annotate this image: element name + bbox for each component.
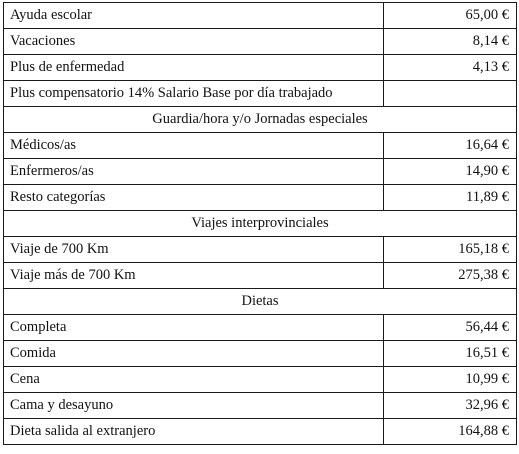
- row-value: 165,18 €: [384, 237, 517, 263]
- row-value: 164,88 €: [384, 419, 517, 445]
- row-value: 4,13 €: [384, 55, 517, 81]
- allowances-table: [3, 2, 517, 445]
- section-header-row: [4, 107, 517, 133]
- table-row: [4, 367, 517, 393]
- row-value: 10,99 €: [384, 367, 517, 393]
- section-header-row: [4, 211, 517, 237]
- section-title: Viajes interprovinciales: [4, 211, 517, 237]
- row-value: 16,51 €: [384, 341, 517, 367]
- row-value: 65,00 €: [384, 3, 517, 29]
- section-title: Dietas: [4, 289, 517, 315]
- table-row: [4, 55, 517, 81]
- section-title: Guardia/hora y/o Jornadas especiales: [4, 107, 517, 133]
- row-label: Cama y desayuno: [4, 393, 384, 419]
- table-row: [4, 341, 517, 367]
- row-label: Viaje de 700 Km: [4, 237, 384, 263]
- table-row: [4, 263, 517, 289]
- row-label: Enfermeros/as: [4, 159, 384, 185]
- row-label: Comida: [4, 341, 384, 367]
- row-value: 11,89 €: [384, 185, 517, 211]
- row-label: Resto categorías: [4, 185, 384, 211]
- row-value: 16,64 €: [384, 133, 517, 159]
- table-row: [4, 29, 517, 55]
- table-row: [4, 159, 517, 185]
- table-row: [4, 419, 517, 445]
- row-value: 32,96 €: [384, 393, 517, 419]
- table-row: [4, 81, 517, 107]
- table-row: [4, 185, 517, 211]
- row-label: Cena: [4, 367, 384, 393]
- row-value: 8,14 €: [384, 29, 517, 55]
- row-label: Completa: [4, 315, 384, 341]
- row-value: 275,38 €: [384, 263, 517, 289]
- row-value: 56,44 €: [384, 315, 517, 341]
- section-header-row: [4, 289, 517, 315]
- row-label: Plus de enfermedad: [4, 55, 384, 81]
- table-row: [4, 3, 517, 29]
- row-label: Ayuda escolar: [4, 3, 384, 29]
- table-row: [4, 133, 517, 159]
- row-value: 14,90 €: [384, 159, 517, 185]
- table-row: [4, 315, 517, 341]
- row-label: Dieta salida al extranjero: [4, 419, 384, 445]
- row-label: Médicos/as: [4, 133, 384, 159]
- table-row: [4, 237, 517, 263]
- table-row: [4, 393, 517, 419]
- row-label: Viaje más de 700 Km: [4, 263, 384, 289]
- row-label: Vacaciones: [4, 29, 384, 55]
- row-label: Plus compensatorio 14% Salario Base por día trabajado: [4, 81, 384, 107]
- row-value: [384, 81, 517, 107]
